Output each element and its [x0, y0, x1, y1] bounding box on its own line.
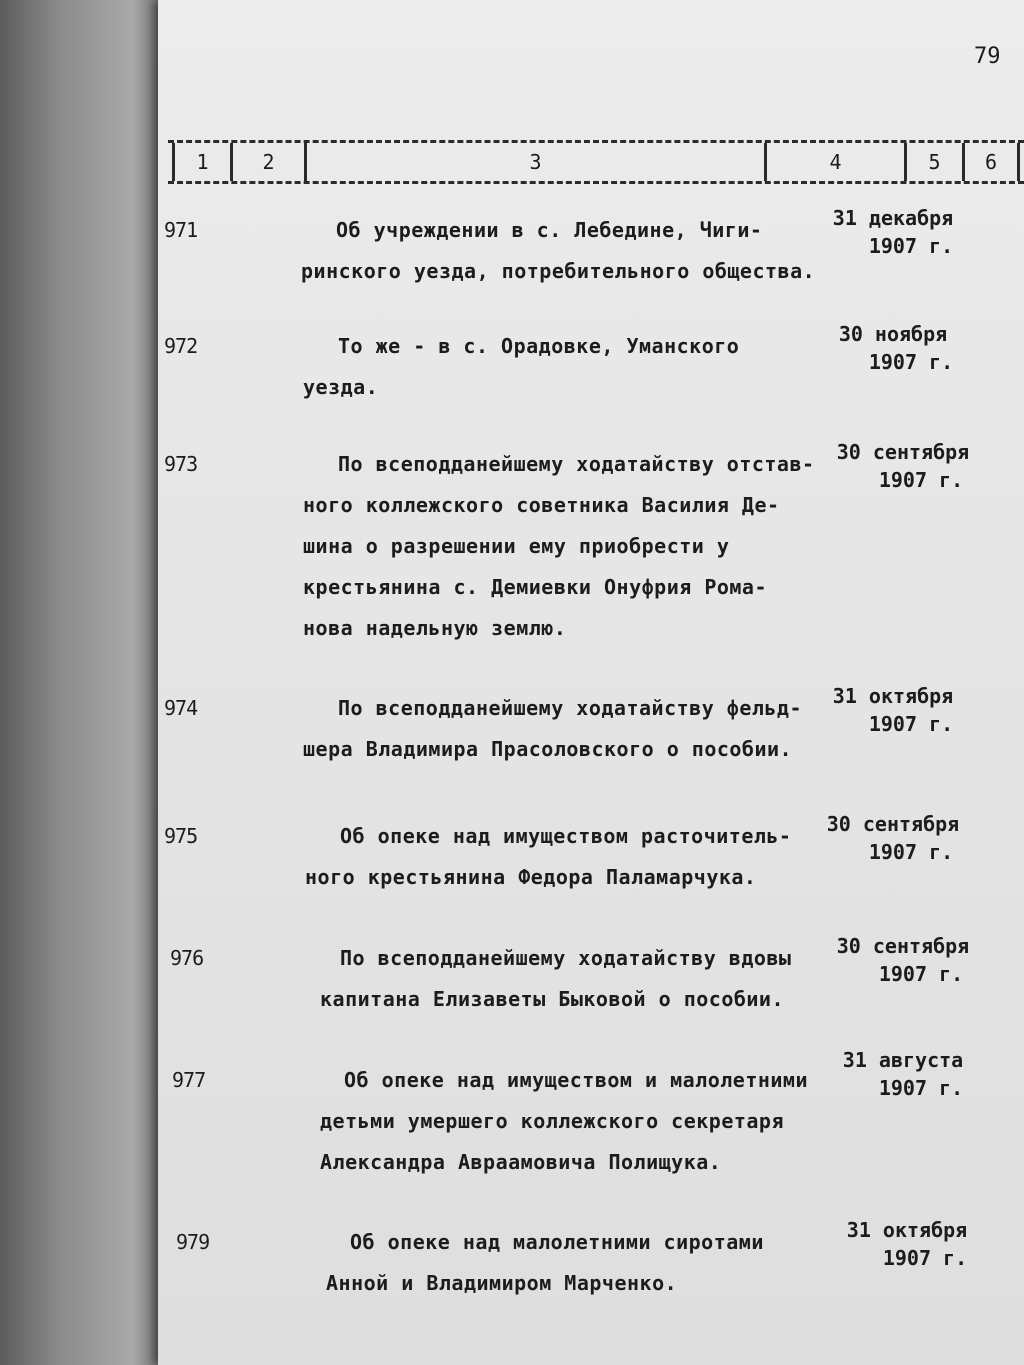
header-col-5: 5 [904, 143, 962, 181]
entry-date: 31 октября 1907 г. [832, 684, 954, 736]
entry-number: 972 [164, 334, 198, 358]
entry-date: 31 декабря 1907 г. [832, 206, 954, 258]
entry-description: По всеподданейшему ходатайству вдовы капитана Елизаветы Быковой о пособии. [320, 946, 792, 1011]
entry-description: Об учреждении в с. Лебедине, Чиги- ринского уезда, потребительного общества. [301, 218, 816, 283]
entry-date: 31 октября 1907 г. [846, 1218, 968, 1270]
entry-number: 979 [176, 1230, 210, 1254]
entry-date: 30 сентября 1907 г. [836, 934, 970, 986]
entry-description: Об опеке над имуществом и малолетними детьми умершего коллежского секретаря Александра Авраамовича Полищука. [320, 1068, 809, 1174]
entry-description: То же - в с. Орадовке, Уманского уезда. [303, 334, 740, 399]
entry-description: Об опеке над малолетними сиротами Анной и Владимиром Марченко. [326, 1230, 764, 1295]
entry-description: По всеподданейшему ходатайству отстав- ного коллежского советника Василия Де- шина о разрешении ему приобрести у крестьянина с. Демиевки Онуфрия Рома- нова надельную землю. [303, 452, 815, 640]
entry-description: По всеподданейшему ходатайству фельд- шера Владимира Прасоловского о пособии. [303, 696, 803, 761]
entry-number: 973 [164, 452, 198, 476]
header-col-4: 4 [764, 143, 904, 181]
entry-date: 30 ноября 1907 г. [838, 322, 954, 374]
entry-number: 974 [164, 696, 198, 720]
header-col-1: 1 [172, 143, 230, 181]
header-col-6: 6 [962, 143, 1020, 181]
entry-number: 977 [172, 1068, 206, 1092]
table-header [168, 140, 1024, 184]
book-binding [0, 0, 165, 1365]
document-page [158, 0, 1024, 1365]
entry-date: 30 сентября 1907 г. [826, 812, 960, 864]
header-col-2: 2 [230, 143, 304, 181]
entry-description: Об опеке над имуществом расточитель- ного крестьянина Федора Паламарчука. [305, 824, 792, 889]
header-col-3: 3 [304, 143, 764, 181]
page-number: 79 [974, 44, 1001, 69]
entry-number: 976 [170, 946, 204, 970]
entry-number: 975 [164, 824, 198, 848]
entry-number: 971 [164, 218, 198, 242]
entry-date: 30 сентября 1907 г. [836, 440, 970, 492]
entry-date: 31 августа 1907 г. [842, 1048, 964, 1100]
